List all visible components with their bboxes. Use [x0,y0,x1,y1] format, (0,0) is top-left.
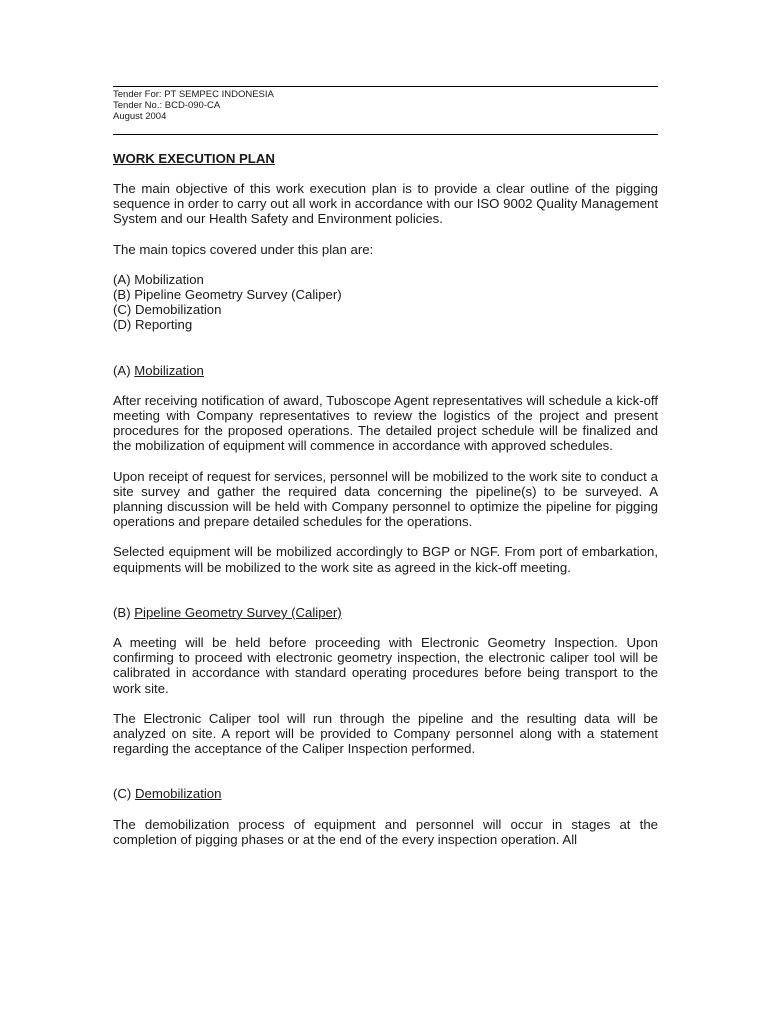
document-header [113,87,658,134]
section-c-title: Demobilization [134,786,222,802]
header-date: August 2004 [113,111,167,122]
section-a-title: Mobilization [134,362,204,378]
header-tender-no: Tender No.: BCD-090-CA [113,100,221,111]
document-title: WORK EXECUTION PLAN [113,151,275,166]
section-c-paragraph-1: The demobilization process of equipment and personnel will occur in stages at the completion of pigging phases or at the end of the every inspection operation. All [113,816,658,847]
section-b-heading [113,605,658,620]
section-c-heading [113,786,658,801]
section-b-paragraph-2: The Electronic Caliper tool will run through the pipeline and the resulting data will be analyzed on site. A report will be provided to Company personnel along with a statement regarding the acceptance of the Caliper Inspection performed. [113,710,658,757]
section-a-heading [113,363,658,378]
section-b-prefix: (B) [113,604,135,620]
section-a-paragraph-2: Upon receipt of request for services, personnel will be mobilized to the work site to conduct a site survey and gather the required data concerning the pipeline(s) to be surveyed. A planning discussion will be held with Company personnel to optimize the pipeline for pigging operations and prepare detailed schedules for the operations. [113,468,658,530]
topic-item-reporting: (D) Reporting [113,317,193,333]
section-b-title: Pipeline Geometry Survey (Caliper) [134,604,342,620]
header-bottom-rule [113,134,658,135]
intro-paragraph: The main objective of this work execution plan is to provide a clear outline of the pigging sequence in order to carry out all work in accordance with our ISO 9002 Quality Management System and our Health Safety and Environment policies. [113,181,658,227]
topics-intro: The main topics covered under this plan are: [113,241,374,257]
document-page [113,86,658,847]
topic-item-mobilization: (A) Mobilization [113,271,204,287]
topic-item-demobilization: (C) Demobilization [113,302,222,318]
topic-item-caliper: (B) Pipeline Geometry Survey (Caliper) [113,287,342,303]
section-c-prefix: (C) [113,786,135,802]
section-b-paragraph-1: A meeting will be held before proceeding with Electronic Geometry Inspection. Upon confirming to proceed with electronic geometry inspection, the electronic caliper tool will be calibrated in accordance with standard operating procedures before being transport to the work site. [113,635,658,696]
section-a-prefix: (A) [113,362,135,378]
section-a-paragraph-3: Selected equipment will be mobilized accordingly to BGP or NGF. From port of embarkation, equipments will be mobilized to the work site as agreed in the kick-off meeting. [113,544,658,575]
section-a-paragraph-1: After receiving notification of award, Tuboscope Agent representatives will schedule a kick-off meeting with Company representatives to review the logistics of the project and present procedures for the proposed operations. The detailed project schedule will be finalized and the mobilization of equipment will commence in accordance with approved schedules. [113,392,658,454]
header-tender-for: Tender For: PT SEMPEC INDONESIA [113,89,274,100]
topics-list [113,272,658,333]
